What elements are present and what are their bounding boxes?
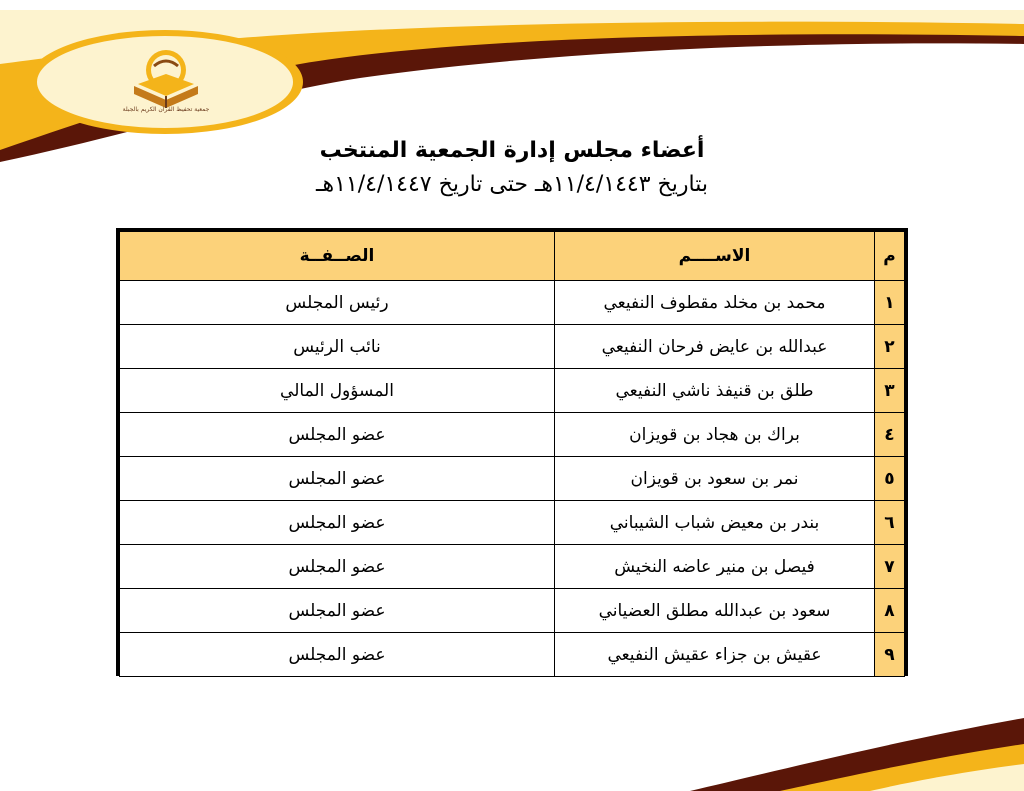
page-title: أعضاء مجلس إدارة الجمعية المنتخب — [319, 138, 705, 163]
row-number: ٣ — [875, 369, 905, 413]
row-number: ١ — [875, 281, 905, 325]
member-name: محمد بن مخلد مقطوف النفيعي — [555, 281, 875, 325]
member-name: عبدالله بن عايض فرحان النفيعي — [555, 325, 875, 369]
header-role: الصــفــة — [120, 232, 555, 281]
member-role: عضو المجلس — [120, 545, 555, 589]
row-number: ٢ — [875, 325, 905, 369]
row-number: ٦ — [875, 501, 905, 545]
member-role: عضو المجلس — [120, 457, 555, 501]
member-name: سعود بن عبدالله مطلق العضياني — [555, 589, 875, 633]
header-name: الاســــم — [555, 232, 875, 281]
table-row — [120, 589, 905, 633]
logo-caption: جمعية تحفيظ القرآن الكريم بالجبلة — [122, 106, 210, 113]
table-row — [120, 325, 905, 369]
member-role: رئيس المجلس — [120, 281, 555, 325]
table-row — [120, 413, 905, 457]
member-name: نمر بن سعود بن قويزان — [555, 457, 875, 501]
member-role: عضو المجلس — [120, 589, 555, 633]
member-role: نائب الرئيس — [120, 325, 555, 369]
header-number: م — [875, 232, 905, 281]
table-header-row — [120, 232, 905, 281]
member-role: عضو المجلس — [120, 501, 555, 545]
row-number: ٧ — [875, 545, 905, 589]
row-number: ٤ — [875, 413, 905, 457]
member-role: عضو المجلس — [120, 633, 555, 677]
table-row — [120, 545, 905, 589]
table-row — [120, 633, 905, 677]
table-row — [120, 369, 905, 413]
row-number: ٥ — [875, 457, 905, 501]
row-number: ٩ — [875, 633, 905, 677]
table-row — [120, 457, 905, 501]
footer-swoosh-decoration — [0, 700, 1024, 791]
member-name: فيصل بن منير عاضه النخيش — [555, 545, 875, 589]
member-name: براك بن هجاد بن قويزان — [555, 413, 875, 457]
member-role: المسؤول المالي — [120, 369, 555, 413]
member-name: عقيش بن جزاء عقيش النفيعي — [555, 633, 875, 677]
row-number: ٨ — [875, 589, 905, 633]
member-role: عضو المجلس — [120, 413, 555, 457]
table-row — [120, 281, 905, 325]
member-name: طلق بن قنيفذ ناشي النفيعي — [555, 369, 875, 413]
member-name: بندر بن معيض شباب الشيباني — [555, 501, 875, 545]
table-row — [120, 501, 905, 545]
page-subtitle: بتاريخ ١١/٤/١٤٤٣هـ حتى تاريخ ١١/٤/١٤٤٧هـ — [316, 172, 708, 197]
members-table — [116, 228, 908, 676]
